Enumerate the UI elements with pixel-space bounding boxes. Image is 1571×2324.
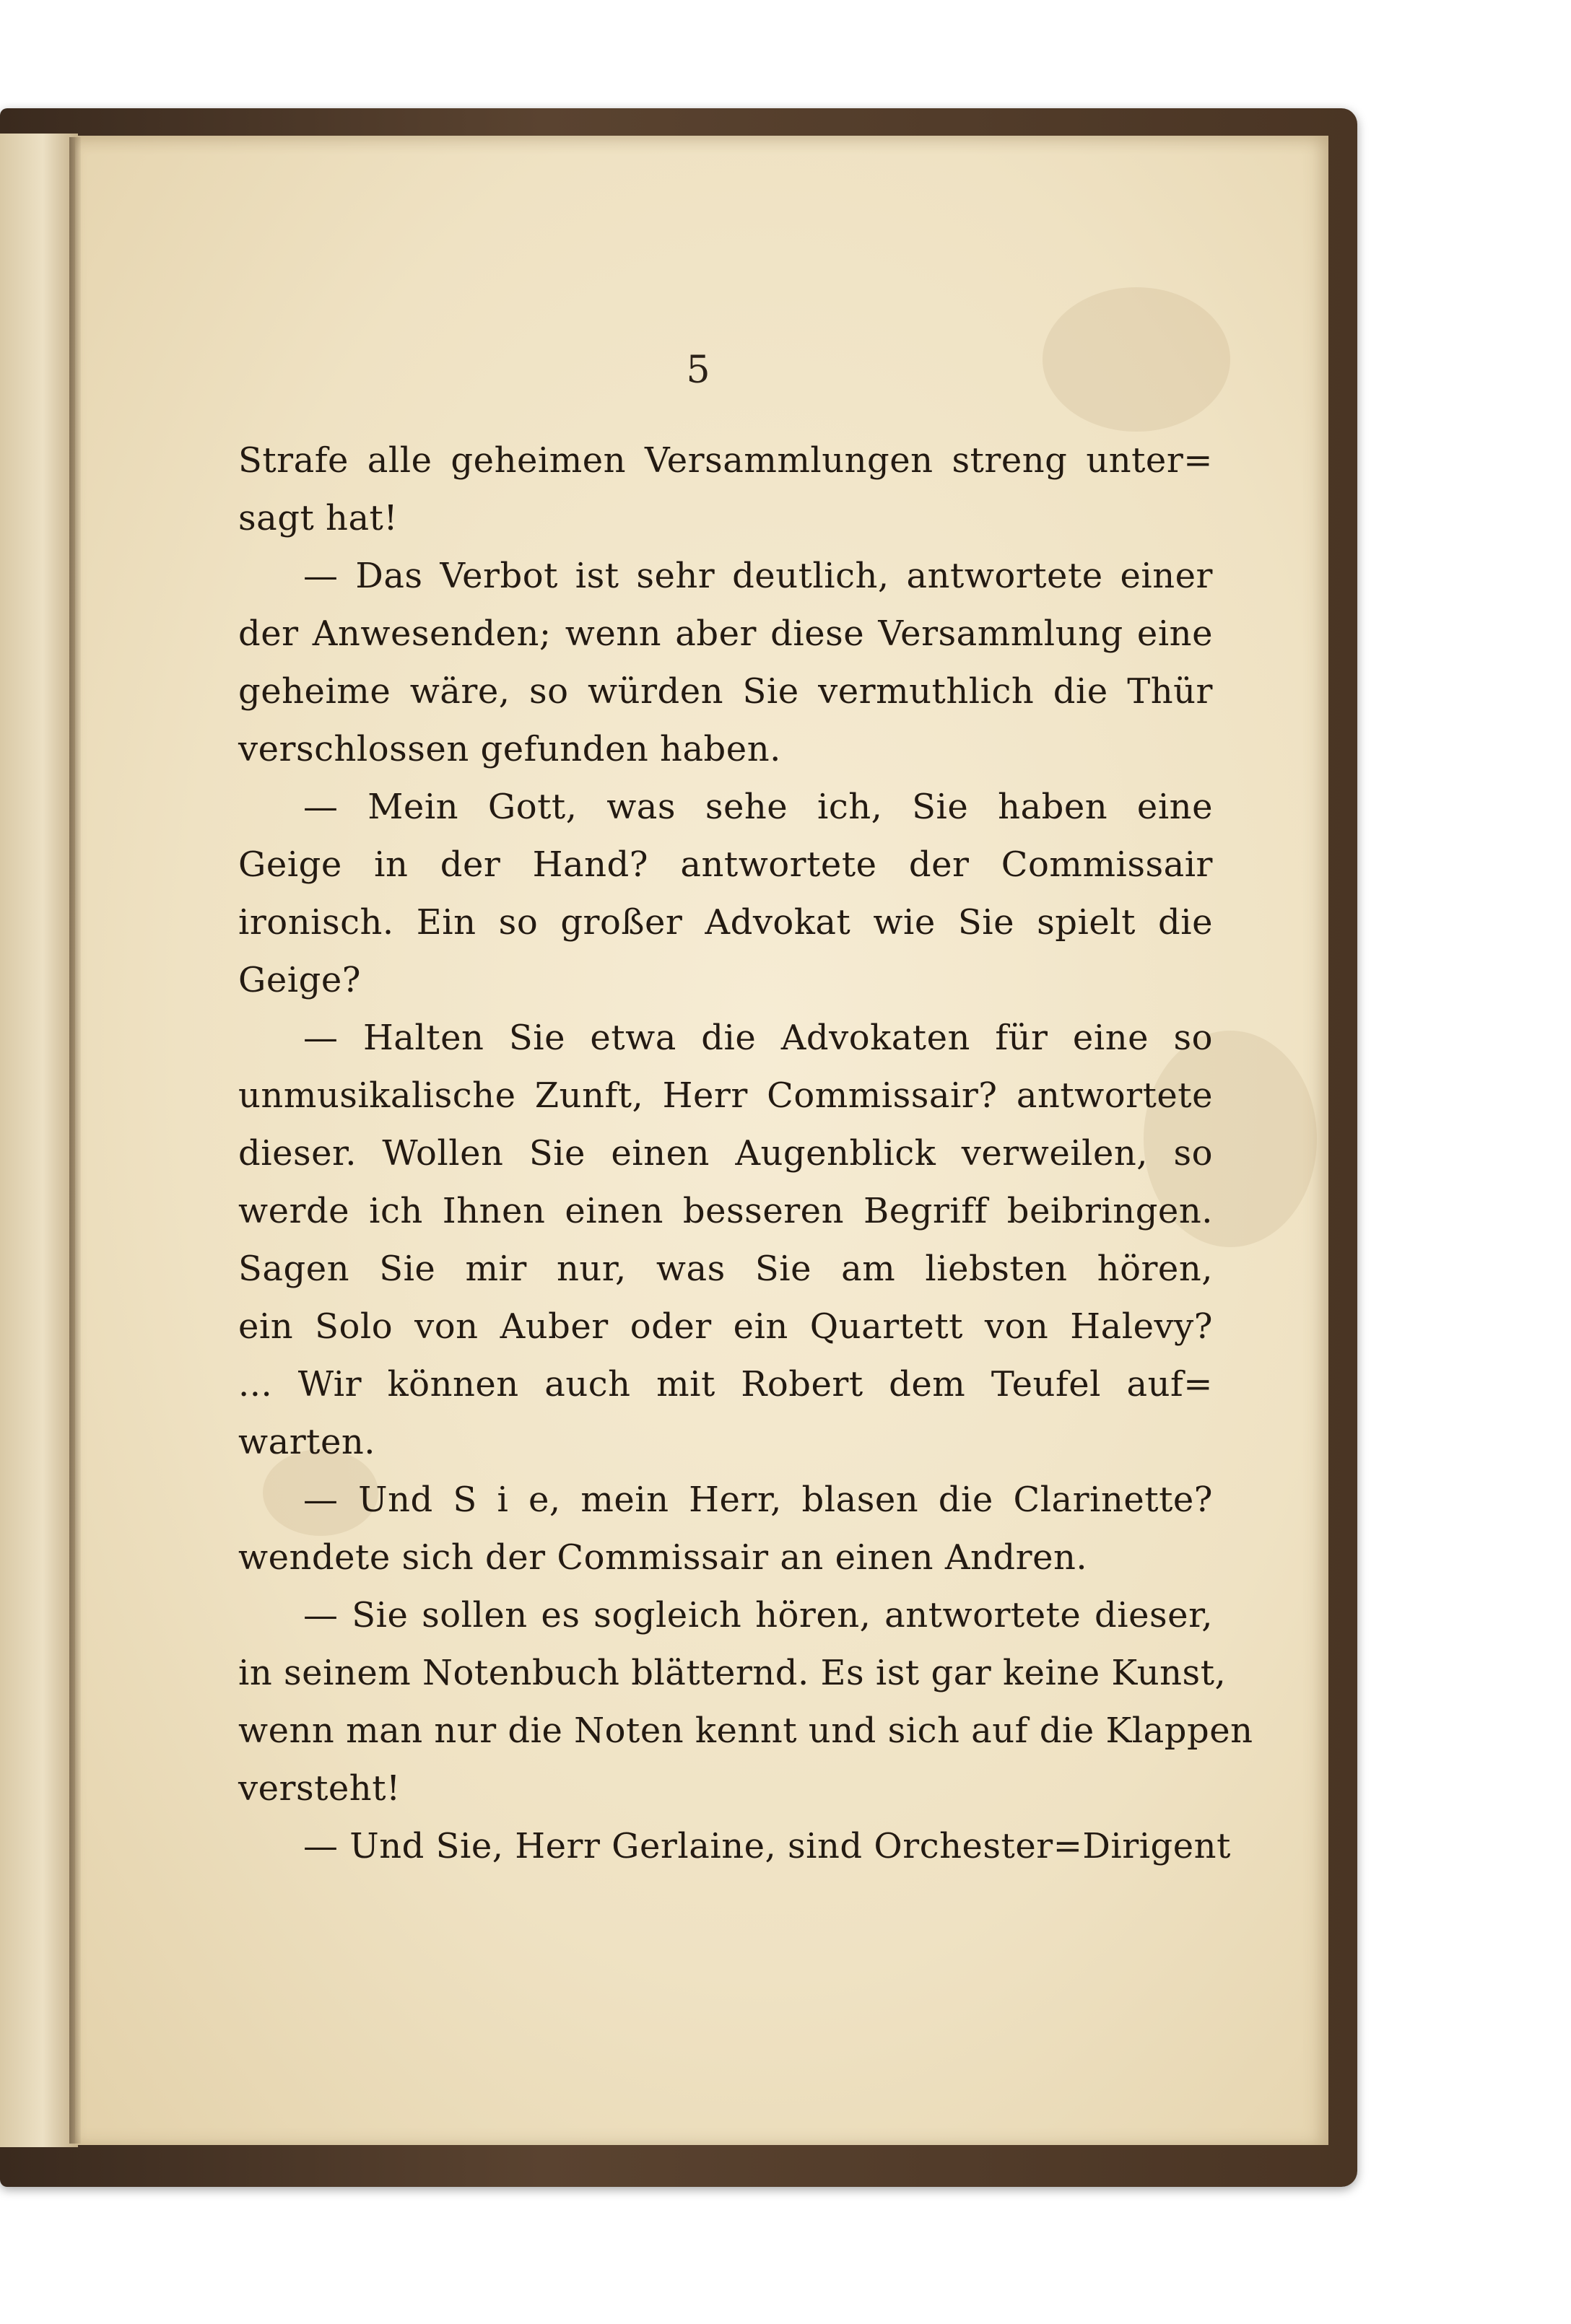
text-line: — Und Sie, Herr Gerlaine, sind Orchester=Dirigent xyxy=(303,1826,1231,1866)
text-line: wendete sich der Commissair an einen Andren. xyxy=(238,1537,1088,1578)
text-line: versteht! xyxy=(238,1768,401,1809)
text-line: Geige? xyxy=(238,960,361,1000)
text-line: der Anwesenden; wenn aber diese Versammlung eine xyxy=(238,613,1213,654)
book-page xyxy=(75,136,1328,2145)
text-line: ... Wir können auch mit Robert dem Teufel auf= xyxy=(238,1364,1213,1405)
text-line: ein Solo von Auber oder ein Quartett von Halevy? xyxy=(238,1306,1213,1347)
text-line: dieser. Wollen Sie einen Augenblick verweilen, so xyxy=(238,1133,1213,1174)
text-line: sagt hat! xyxy=(238,498,399,538)
text-line: unmusikalische Zunft, Herr Commissair? antwortete xyxy=(238,1075,1213,1116)
page-number: 5 xyxy=(686,349,710,392)
left-page-edge xyxy=(0,134,78,2147)
text-line: in seinem Notenbuch blätternd. Es ist gar keine Kunst, xyxy=(238,1653,1227,1693)
text-line: warten. xyxy=(238,1422,376,1462)
text-line: — Halten Sie etwa die Advokaten für eine so xyxy=(303,1018,1213,1058)
text-line: — Mein Gott, was sehe ich, Sie haben eine xyxy=(303,787,1213,827)
text-line: Geige in der Hand? antwortete der Commissair xyxy=(238,844,1213,885)
text-line: Sagen Sie mir nur, was Sie am liebsten hören, xyxy=(238,1249,1213,1289)
text-line: — Und S i e, mein Herr, blasen die Clarinette? xyxy=(303,1480,1213,1520)
text-line: werde ich Ihnen einen besseren Begriff beibringen. xyxy=(238,1191,1213,1231)
text-line: wenn man nur die Noten kennt und sich auf die Klappen xyxy=(238,1711,1253,1751)
text-line: ironisch. Ein so großer Advokat wie Sie spielt die xyxy=(238,902,1213,943)
text-line: Strafe alle geheimen Versammlungen streng unter= xyxy=(238,440,1213,481)
text-line: — Das Verbot ist sehr deutlich, antwortete einer xyxy=(303,556,1213,596)
text-line: verschlossen gefunden haben. xyxy=(238,729,781,769)
body-text xyxy=(238,432,1253,1875)
text-line: geheime wäre, so würden Sie vermuthlich die Thür xyxy=(238,671,1213,712)
text-line: — Sie sollen es sogleich hören, antwortete dieser, xyxy=(303,1595,1213,1635)
page-gutter-shadow xyxy=(69,137,81,2144)
